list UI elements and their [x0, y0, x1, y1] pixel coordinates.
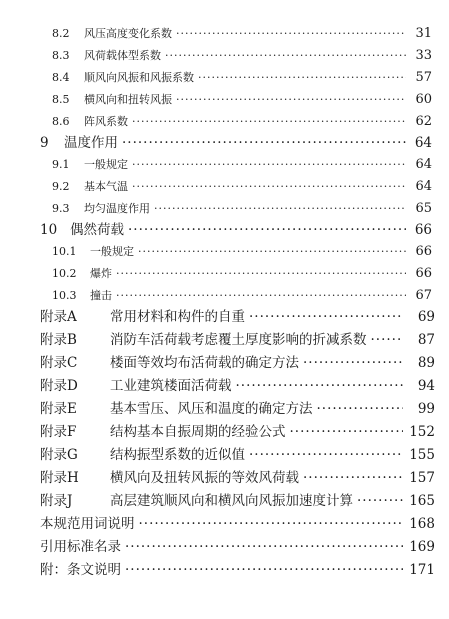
leader-dots [357, 490, 403, 512]
leader-dots [139, 513, 404, 535]
section-title: 一般规定 [90, 245, 134, 258]
section-number: 9.1 [52, 158, 70, 171]
leader-dots [176, 23, 406, 45]
appendix-label: 附录C [40, 355, 78, 371]
leader-dots [132, 111, 406, 133]
page-number: 69 [417, 309, 435, 325]
section-number: 8.6 [52, 115, 70, 128]
leader-dots [116, 263, 406, 285]
section-title: 爆炸 [90, 267, 112, 280]
toc-entry-appendix-f[interactable] [40, 421, 435, 443]
toc-entry-appendix-e[interactable] [40, 398, 435, 420]
section-number: 10.3 [52, 289, 77, 302]
leader-dots [236, 375, 404, 397]
page-number: 99 [417, 401, 435, 417]
page-number: 165 [409, 493, 435, 509]
toc-entry-10-1[interactable] [52, 241, 432, 263]
toc-entry-appendix-d[interactable] [40, 375, 435, 397]
section-number: 9.3 [52, 202, 70, 215]
leader-dots [125, 536, 403, 558]
leader-dots [198, 67, 406, 89]
chapter-number: 10 [40, 222, 58, 238]
page-number: 64 [415, 157, 432, 172]
toc-entry-referenced-standards[interactable] [40, 536, 435, 558]
section-title: 顺风向风振和风振系数 [84, 71, 194, 84]
leader-dots [125, 559, 403, 581]
section-number: 10.1 [52, 245, 77, 258]
leader-dots [176, 89, 406, 111]
section-title: 均匀温度作用 [84, 202, 150, 215]
leader-dots [371, 329, 404, 351]
toc-entry-appendix-c[interactable] [40, 352, 435, 374]
leader-dots [249, 444, 403, 466]
entry-title: 引用标准名录 [40, 539, 121, 555]
leader-dots [116, 285, 406, 307]
leader-dots [290, 421, 404, 443]
appendix-title: 常用材料和构件的自重 [110, 309, 245, 325]
page-number: 64 [414, 135, 432, 151]
toc-entry-appendix-h[interactable] [40, 467, 435, 489]
section-number: 8.5 [52, 93, 70, 106]
appendix-title: 结构基本自振周期的经验公式 [110, 424, 286, 440]
toc-entry-8-3[interactable] [52, 45, 432, 67]
toc-entry-explanation[interactable] [40, 559, 435, 581]
leader-dots [132, 154, 406, 176]
section-number: 8.3 [52, 49, 70, 62]
toc-entry-appendix-j[interactable] [40, 490, 435, 512]
appendix-title: 横风向及扭转风振的等效风荷载 [110, 470, 299, 486]
entry-title: 附：条文说明 [40, 562, 121, 578]
leader-dots [154, 198, 406, 220]
toc-entry-10-3[interactable] [52, 285, 432, 307]
page-number: 67 [415, 288, 432, 303]
section-title: 撞击 [90, 289, 112, 302]
section-number: 9.2 [52, 180, 70, 193]
toc-entry-10-2[interactable] [52, 263, 432, 285]
page-number: 66 [414, 222, 432, 238]
toc-entry-9-2[interactable] [52, 176, 432, 198]
leader-dots [122, 132, 406, 154]
appendix-label: 附录H [40, 470, 79, 486]
section-title: 风荷载体型系数 [84, 49, 161, 62]
toc-entry-8-2[interactable] [52, 23, 432, 45]
toc-entry-appendix-b[interactable] [40, 329, 435, 351]
appendix-title: 楼面等效均布活荷载的确定方法 [110, 355, 299, 371]
appendix-label: 附录F [40, 424, 77, 440]
toc-entry-appendix-a[interactable] [40, 306, 435, 328]
leader-dots [128, 219, 406, 241]
appendix-label: 附录E [40, 401, 77, 417]
section-title: 横风向和扭转风振 [84, 93, 172, 106]
page-number: 152 [409, 424, 435, 440]
appendix-title: 消防车活荷载考虑覆土厚度影响的折减系数 [110, 332, 367, 348]
chapter-number: 9 [40, 135, 49, 151]
page-number: 171 [409, 562, 435, 578]
page-number: 33 [415, 48, 432, 63]
appendix-label: 附录B [40, 332, 77, 348]
chapter-title: 温度作用 [64, 135, 118, 151]
leader-dots [249, 306, 403, 328]
page-number: 57 [415, 70, 432, 85]
page-number: 66 [415, 266, 432, 281]
leader-dots [165, 45, 406, 67]
appendix-label: 附录J [40, 493, 73, 509]
page-number: 62 [415, 114, 432, 129]
appendix-title: 高层建筑顺风向和横风向风振加速度计算 [110, 493, 353, 509]
section-title: 基本气温 [84, 180, 128, 193]
toc-entry-9-3[interactable] [52, 198, 432, 220]
section-number: 8.2 [52, 27, 70, 40]
page-number: 169 [409, 539, 435, 555]
page-number: 60 [415, 92, 432, 107]
appendix-label: 附录D [40, 378, 78, 394]
page-number: 87 [417, 332, 435, 348]
page-number: 64 [415, 179, 432, 194]
toc-entry-8-5[interactable] [52, 89, 432, 111]
chapter-title: 偶然荷载 [70, 222, 124, 238]
appendix-label: 附录A [40, 309, 77, 325]
page-number: 65 [415, 201, 432, 216]
leader-dots [303, 352, 403, 374]
page-number: 89 [417, 355, 435, 371]
toc-entry-chapter-9[interactable] [40, 132, 432, 154]
section-title: 阵风系数 [84, 115, 128, 128]
section-title: 一般规定 [84, 158, 128, 171]
leader-dots [317, 398, 404, 420]
section-number: 8.4 [52, 71, 70, 84]
page-number: 94 [417, 378, 435, 394]
appendix-title: 工业建筑楼面活荷载 [110, 378, 232, 394]
appendix-label: 附录G [40, 447, 78, 463]
leader-dots [138, 241, 406, 263]
appendix-title: 基本雪压、风压和温度的确定方法 [110, 401, 313, 417]
toc-entry-chapter-10[interactable] [40, 219, 432, 241]
page-number: 157 [409, 470, 435, 486]
page-number: 66 [415, 244, 432, 259]
leader-dots [132, 176, 406, 198]
page-number: 31 [415, 26, 432, 41]
page-number: 155 [409, 447, 435, 463]
toc-entry-9-1[interactable] [52, 154, 432, 176]
section-title: 风压高度变化系数 [84, 27, 172, 40]
toc-entry-word-usage[interactable] [40, 513, 435, 535]
page-number: 168 [409, 516, 435, 532]
section-number: 10.2 [52, 267, 77, 280]
leader-dots [303, 467, 403, 489]
appendix-title: 结构振型系数的近似值 [110, 447, 245, 463]
toc-entry-8-4[interactable] [52, 67, 432, 89]
entry-title: 本规范用词说明 [40, 516, 135, 532]
toc-entry-8-6[interactable] [52, 111, 432, 133]
toc-entry-appendix-g[interactable] [40, 444, 435, 466]
